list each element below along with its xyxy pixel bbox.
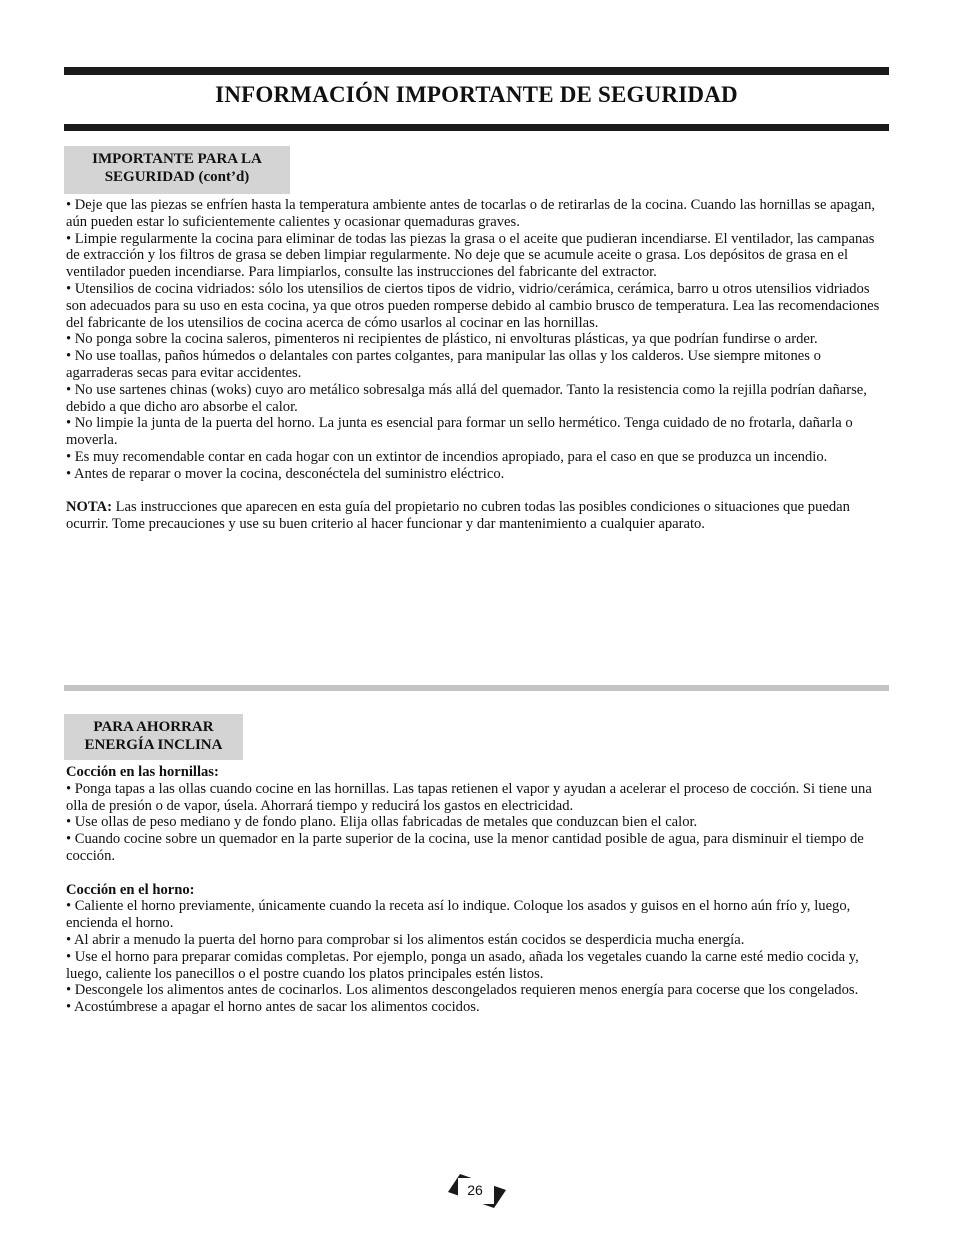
section-divider [64,685,889,691]
note-text: Las instrucciones que aparecen en esta guía del propietario no cubren todas las posibles condiciones o situaciones que puedan ocurrir. Tome precauciones y use su buen criterio al hacer funcionar y dar mantenimiento a cualquier aparato. [66,499,850,533]
safety-instructions [66,197,888,533]
section-label-line: PARA AHORRAR [93,719,214,735]
list-item: • Descongele los alimentos antes de cocinarlos. Los alimentos descongelados requieren menos energía para cocerse que los congelados. [66,982,859,999]
subheading-oven: Cocción en el horno: [66,881,195,898]
section-label-safety [64,146,290,194]
list-item: • Es muy recomendable contar en cada hogar con un extintor de incendios apropiado, para el caso en que se produzca un incendio. [66,448,828,465]
list-item: • Utensilios de cocina vidriados: sólo los utensilios de ciertos tipos de vidrio, vidrio/cerámica, cerámica, barro u otros utensilios vidriados son adecuados para su uso en esta cocina, ya que otros pueden romperse debido al cambio brusco de temperatura. Lea las recomendaciones del fabricante de los utensilios de cocina acerca de cómo usarlos al cocinar en las hornillas. [66,280,880,331]
list-item: • Use el horno para preparar comidas completas. Por ejemplo, ponga un asado, añada los vegetales cuando la carne esté medio cocida y, luego, caliente los panecillos o el postre cuando los platos principales estén listos. [66,948,859,982]
list-item: • Deje que las piezas se enfríen hasta la temperatura ambiente antes de tocarlas o de retirarlas de la cocina. Cuando las hornillas se apagan, aún pueden estar lo suficientemente calientes y ocasionar quemaduras graves. [66,197,876,230]
list-item: • No ponga sobre la cocina saleros, pimenteros ni recipientes de plástico, ni envolturas plásticas, ya que podrían fundirse o arder. [66,331,818,348]
list-item: • Antes de reparar o mover la cocina, desconéctela del suministro eléctrico. [66,465,505,482]
list-item: • Al abrir a menudo la puerta del horno para comprobar si los alimentos están cocidos se desperdicia mucha energía. [66,931,745,948]
list-item: • No use toallas, paños húmedos o delantales con partes colgantes, para manipular las ollas y los calderos. Use siempre mitones o agarraderas secas para evitar accidentes. [66,348,821,381]
header-rule-bottom [64,124,889,131]
page-number: 26 [467,1182,483,1198]
list-item: • No limpie la junta de la puerta del horno. La junta es esencial para formar un sello hermético. Tenga cuidado de no frotarla, dañarla o moverla. [66,415,853,449]
header-rule-top [64,67,889,75]
section-label-energy [64,714,243,760]
section-label-line: ENERGÍA INCLINA [84,737,223,753]
section-label-line: IMPORTANTE PARA LA [92,151,262,167]
note-label: NOTA: [66,499,112,516]
subheading-burners: Cocción en las hornillas: [66,764,219,780]
page-title: INFORMACIÓN IMPORTANTE DE SEGURIDAD [215,82,738,107]
list-item: • Ponga tapas a las ollas cuando cocine en las hornillas. Las tapas retienen el vapor y ayudan a acelerar el proceso de cocción. Si tiene una olla de presión o de vapor, úsela. Ahorrará tiempo y reducirá los gastos en electricidad. [66,780,872,814]
list-item: • Use ollas de peso mediano y de fondo plano. Elija ollas fabricadas de metales que conduzcan bien el calor. [66,814,698,831]
list-item: • Acostúmbrese a apagar el horno antes de sacar los alimentos cocidos. [66,999,480,1016]
list-item: • Limpie regularmente la cocina para eliminar de todas las piezas la grasa o el aceite que pudieran incendiarse. El ventilador, las campanas de extracción y los filtros de grasa se deben limpiar regularmente. No deje que se acumule aceite o grasa. Los depósitos de grasa en el ventilador pueden incendiarse. Para limpiarlos, consulte las instrucciones del fabricante del extractor. [66,230,875,281]
energy-tips [66,764,888,1016]
note-paragraph [66,499,888,533]
section-label-line: SEGURIDAD (cont’d) [104,169,250,185]
list-item: • No use sartenes chinas (woks) cuyo aro metálico sobresalga más allá del quemador. Tanto la resistencia como la rejilla podrían dañarse, debido a que dicho aro absorbe el calor. [66,381,867,415]
list-item: • Caliente el horno previamente, únicamente cuando la receta así lo indique. Coloque los asados y guisos en el horno aún frío y, luego, encienda el horno. [66,898,851,932]
list-item: • Cuando cocine sobre un quemador en la parte superior de la cocina, use la menor cantidad posible de agua, para disminuir el tiempo de cocción. [66,831,864,864]
